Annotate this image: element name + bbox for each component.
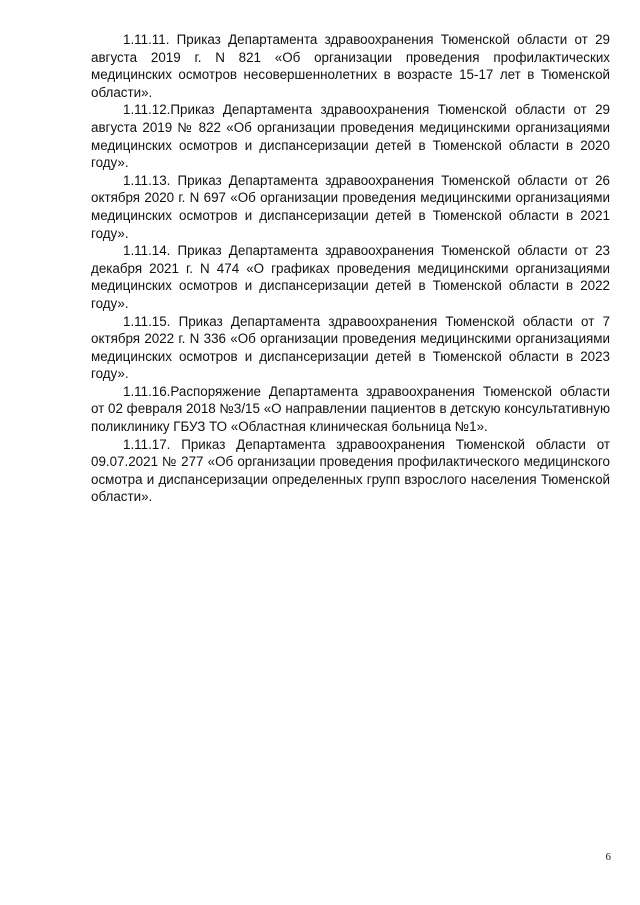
- paragraph-1-11-13: 1.11.13. Приказ Департамента здравоохранения Тюменской области от 26 октября 2020 г. N 697 «Об организации проведения медицинскими организациями медицинских осмотров и диспансеризации детей в Тюменской области в 2021 году».: [91, 172, 610, 241]
- paragraph-1-11-17: 1.11.17. Приказ Департамента здравоохранения Тюменской области от 09.07.2021 № 277 «Об организации проведения профилактического медицинского осмотра и диспансеризации определенных групп взрослого населения Тюменской области».: [91, 436, 610, 505]
- paragraph-1-11-14: 1.11.14. Приказ Департамента здравоохранения Тюменской области от 23 декабря 2021 г. N 474 «О графиках проведения медицинскими организациями медицинских осмотров и диспансеризации детей в Тюменской области в 2022 году».: [91, 243, 610, 311]
- page-number: 6: [605, 851, 611, 863]
- document-body: [91, 31, 610, 506]
- paragraph-1-11-15: 1.11.15. Приказ Департамента здравоохранения Тюменской области от 7 октября 2022 г. N 336 «Об организации проведения медицинскими организациями медицинских осмотров и диспансеризации детей в Тюменской области в 2023 году».: [91, 313, 610, 382]
- paragraph-1-11-16: 1.11.16.Распоряжение Департамента здравоохранения Тюменской области от 02 февраля 2018 №3/15 «О направлении пациентов в детскую консультативную поликлинику ГБУЗ ТО «Областная клиническая больница №1».: [91, 383, 610, 435]
- paragraph-1-11-11: 1.11.11. Приказ Департамента здравоохранения Тюменской области от 29 августа 2019 г. N 821 «Об организации проведения профилактических медицинских осмотров несовершеннолетних в возрасте 15-17 лет в Тюменской области».: [91, 32, 610, 100]
- paragraph-1-11-12: 1.11.12.Приказ Департамента здравоохранения Тюменской области от 29 августа 2019 № 822 «Об организации проведения медицинскими организациями медицинских осмотров и диспансеризации детей в Тюменской области в 2020 году».: [91, 102, 610, 171]
